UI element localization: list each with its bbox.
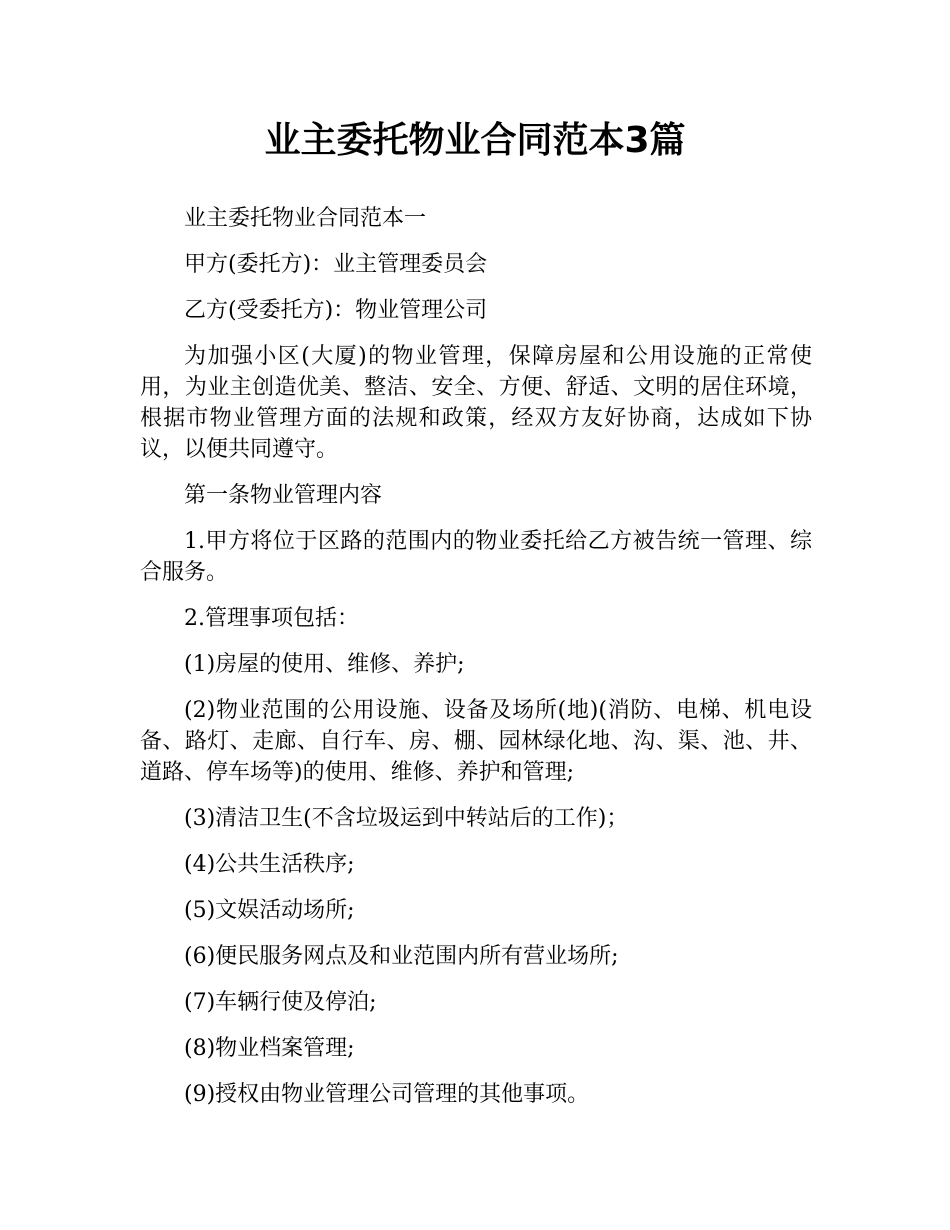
paragraph-subitem-6: (6)便民服务网点及和业范围内所有营业场所; <box>184 944 619 969</box>
paragraph-subitem-4: (4)公共生活秩序; <box>184 852 355 877</box>
paragraph-article-1: 第一条物业管理内容 <box>184 483 383 508</box>
paragraph-subitem-1: (1)房屋的使用、维修、养护; <box>184 652 465 677</box>
paragraph-party-b: 乙方(受委托方)：物业管理公司 <box>184 298 488 323</box>
paragraph-subitem-3: (3)清洁卫生(不含垃圾运到中转站后的工作)； <box>184 806 629 831</box>
paragraph-subitem-8: (8)物业档案管理; <box>184 1036 355 1061</box>
paragraph-item-1: 1.甲方将位于区路的范围内的物业委托给乙方被告统一管理、综合服务。 <box>140 529 812 585</box>
paragraph-party-a: 甲方(委托方)：业主管理委员会 <box>184 252 488 277</box>
paragraph-subitem-5: (5)文娱活动场所; <box>184 898 355 923</box>
document-body <box>140 203 812 1125</box>
paragraph-subitem-2: (2)物业范围的公用设施、设备及场所(地)(消防、电梯、机电设备、路灯、走廊、自行车、房、棚、园林绿化地、沟、渠、池、井、道路、停车场等)的使用、维修、养护和管理; <box>140 698 812 785</box>
paragraph-heading: 业主委托物业合同范本一 <box>184 206 427 231</box>
paragraph-subitem-9: (9)授权由物业管理公司管理的其他事项。 <box>184 1082 590 1107</box>
paragraph-item-2: 2.管理事项包括： <box>184 606 359 631</box>
paragraph-preamble: 为加强小区(大厦)的物业管理，保障房屋和公用设施的正常使用，为业主创造优美、整洁、安全、方便、舒适、文明的居住环境，根据市物业管理方面的法规和政策，经双方友好协商，达成如下协议，以便共同遵守。 <box>140 344 812 462</box>
document-title: 业主委托物业合同范本3篇 <box>264 120 686 161</box>
paragraph-subitem-7: (7)车辆行使及停泊; <box>184 990 377 1015</box>
